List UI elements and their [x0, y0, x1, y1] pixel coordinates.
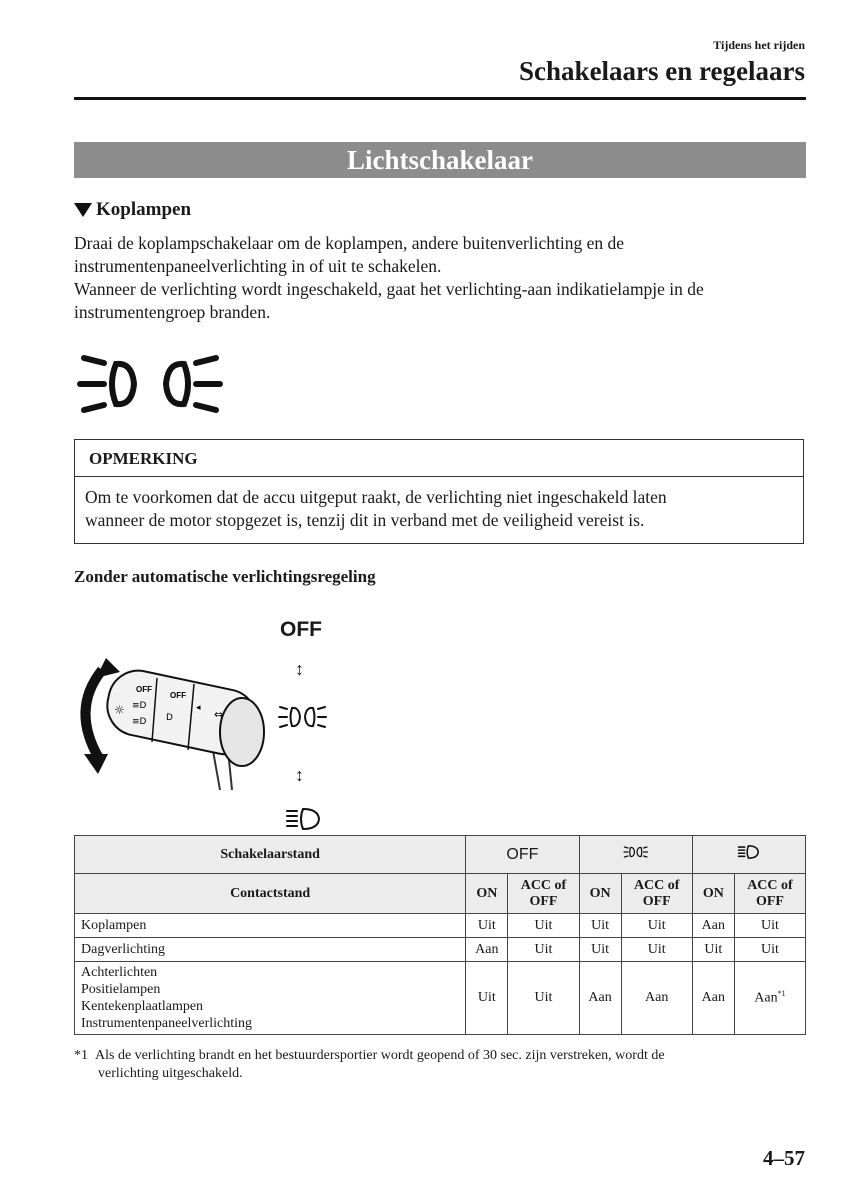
- header-rule: [74, 97, 806, 100]
- topic-banner: Lichtschakelaar: [74, 142, 806, 178]
- chapter-title: Tijdens het rijden: [713, 38, 805, 52]
- parking-light-icon: [620, 845, 652, 859]
- parking-light-icon: [74, 350, 226, 418]
- note-line: wanneer de motor stopgezet is, tenzij dit in verband met de veiligheid vereist is.: [85, 510, 645, 530]
- section-title: Schakelaars en regelaars: [519, 56, 805, 86]
- table-header-headlight: [692, 836, 805, 874]
- headlight-icon: [737, 844, 761, 860]
- col-on: ON: [579, 874, 621, 914]
- updown-arrow-icon: ↕: [295, 765, 304, 785]
- updown-arrow-icon: ↕: [295, 659, 304, 679]
- table-header-contact: Contactstand: [75, 874, 466, 914]
- flash-icon: ⇔: [214, 708, 224, 721]
- table-row: Achterlichten Positielampen Kentekenplaatlampen Instrumentenpaneelverlichting Uit Uit Aan Aan Aan Aan$^{*1}$: [75, 962, 806, 1035]
- intro-paragraph: [74, 232, 809, 324]
- subheading: [74, 199, 191, 221]
- position-off-label: OFF: [280, 618, 322, 641]
- stalk-off-label: OFF: [136, 685, 152, 694]
- pointer-icon: ◂: [196, 703, 201, 713]
- intro-line: Draai de koplampschakelaar om de koplampen, andere buitenverlichting en de: [74, 233, 625, 253]
- table-header-parking: [579, 836, 692, 874]
- stalk-off-label: OFF: [170, 691, 186, 700]
- footnote: [74, 1047, 809, 1083]
- parking-light-icon: ≡D: [132, 701, 147, 711]
- intro-line: instrumentenpaneelverlichting in of uit te schakelen.: [74, 256, 442, 276]
- subheading-text: Koplampen: [96, 199, 192, 220]
- footnote-line: verlichting uitgeschakeld.: [98, 1066, 243, 1081]
- col-on: ON: [692, 874, 734, 914]
- table-header-off: OFF: [466, 836, 579, 874]
- sun-icon: ☼: [114, 703, 125, 717]
- rotation-arrow-icon: [84, 754, 108, 774]
- table-row: Koplampen Uit Uit Uit Uit Aan Uit: [75, 914, 806, 938]
- col-acc: ACC of OFF: [508, 874, 579, 914]
- switch-function-table: [74, 835, 806, 1035]
- parking-light-position-icon: [278, 703, 328, 731]
- note-line: Om te voorkomen dat de accu uitgeput raakt, de verlichting niet ingeschakeld laten: [85, 487, 667, 507]
- headlight-icon: D: [166, 713, 173, 723]
- table-header-position: Schakelaarstand: [75, 836, 466, 874]
- headlight-position-icon: [285, 806, 323, 832]
- note-title: OPMERKING: [75, 440, 803, 477]
- intro-line: instrumentengroep branden.: [74, 302, 271, 322]
- note-body: [75, 477, 803, 532]
- col-on: ON: [466, 874, 508, 914]
- col-acc: ACC of OFF: [621, 874, 692, 914]
- footnote-line: Als de verlichting brandt en het bestuurdersportier wordt geopend of 30 sec. zijn verstreken, wordt de: [95, 1048, 665, 1063]
- intro-line: Wanneer de verlichting wordt ingeschakeld, gaat het verlichting-aan indikatielampje in de: [74, 279, 704, 299]
- footnote-mark: *1: [74, 1048, 88, 1063]
- subsection-title: Zonder automatische verlichtingsregeling: [74, 567, 376, 586]
- note-box: [74, 439, 804, 544]
- footnote-ref: *1: [777, 989, 786, 999]
- light-switch-stalk-illustration: [62, 650, 277, 795]
- table-row: Dagverlichting Aan Uit Uit Uit Uit Uit: [75, 938, 806, 962]
- page-number: 4–57: [763, 1146, 805, 1170]
- triangle-bullet-icon: [74, 203, 92, 217]
- col-acc: ACC of OFF: [734, 874, 805, 914]
- high-beam-icon: ≡D: [132, 717, 147, 727]
- rotation-arrow-icon: [96, 658, 120, 678]
- row-label-multi: Achterlichten Positielampen Kentekenplaatlampen Instrumentenpaneelverlichting: [75, 962, 466, 1035]
